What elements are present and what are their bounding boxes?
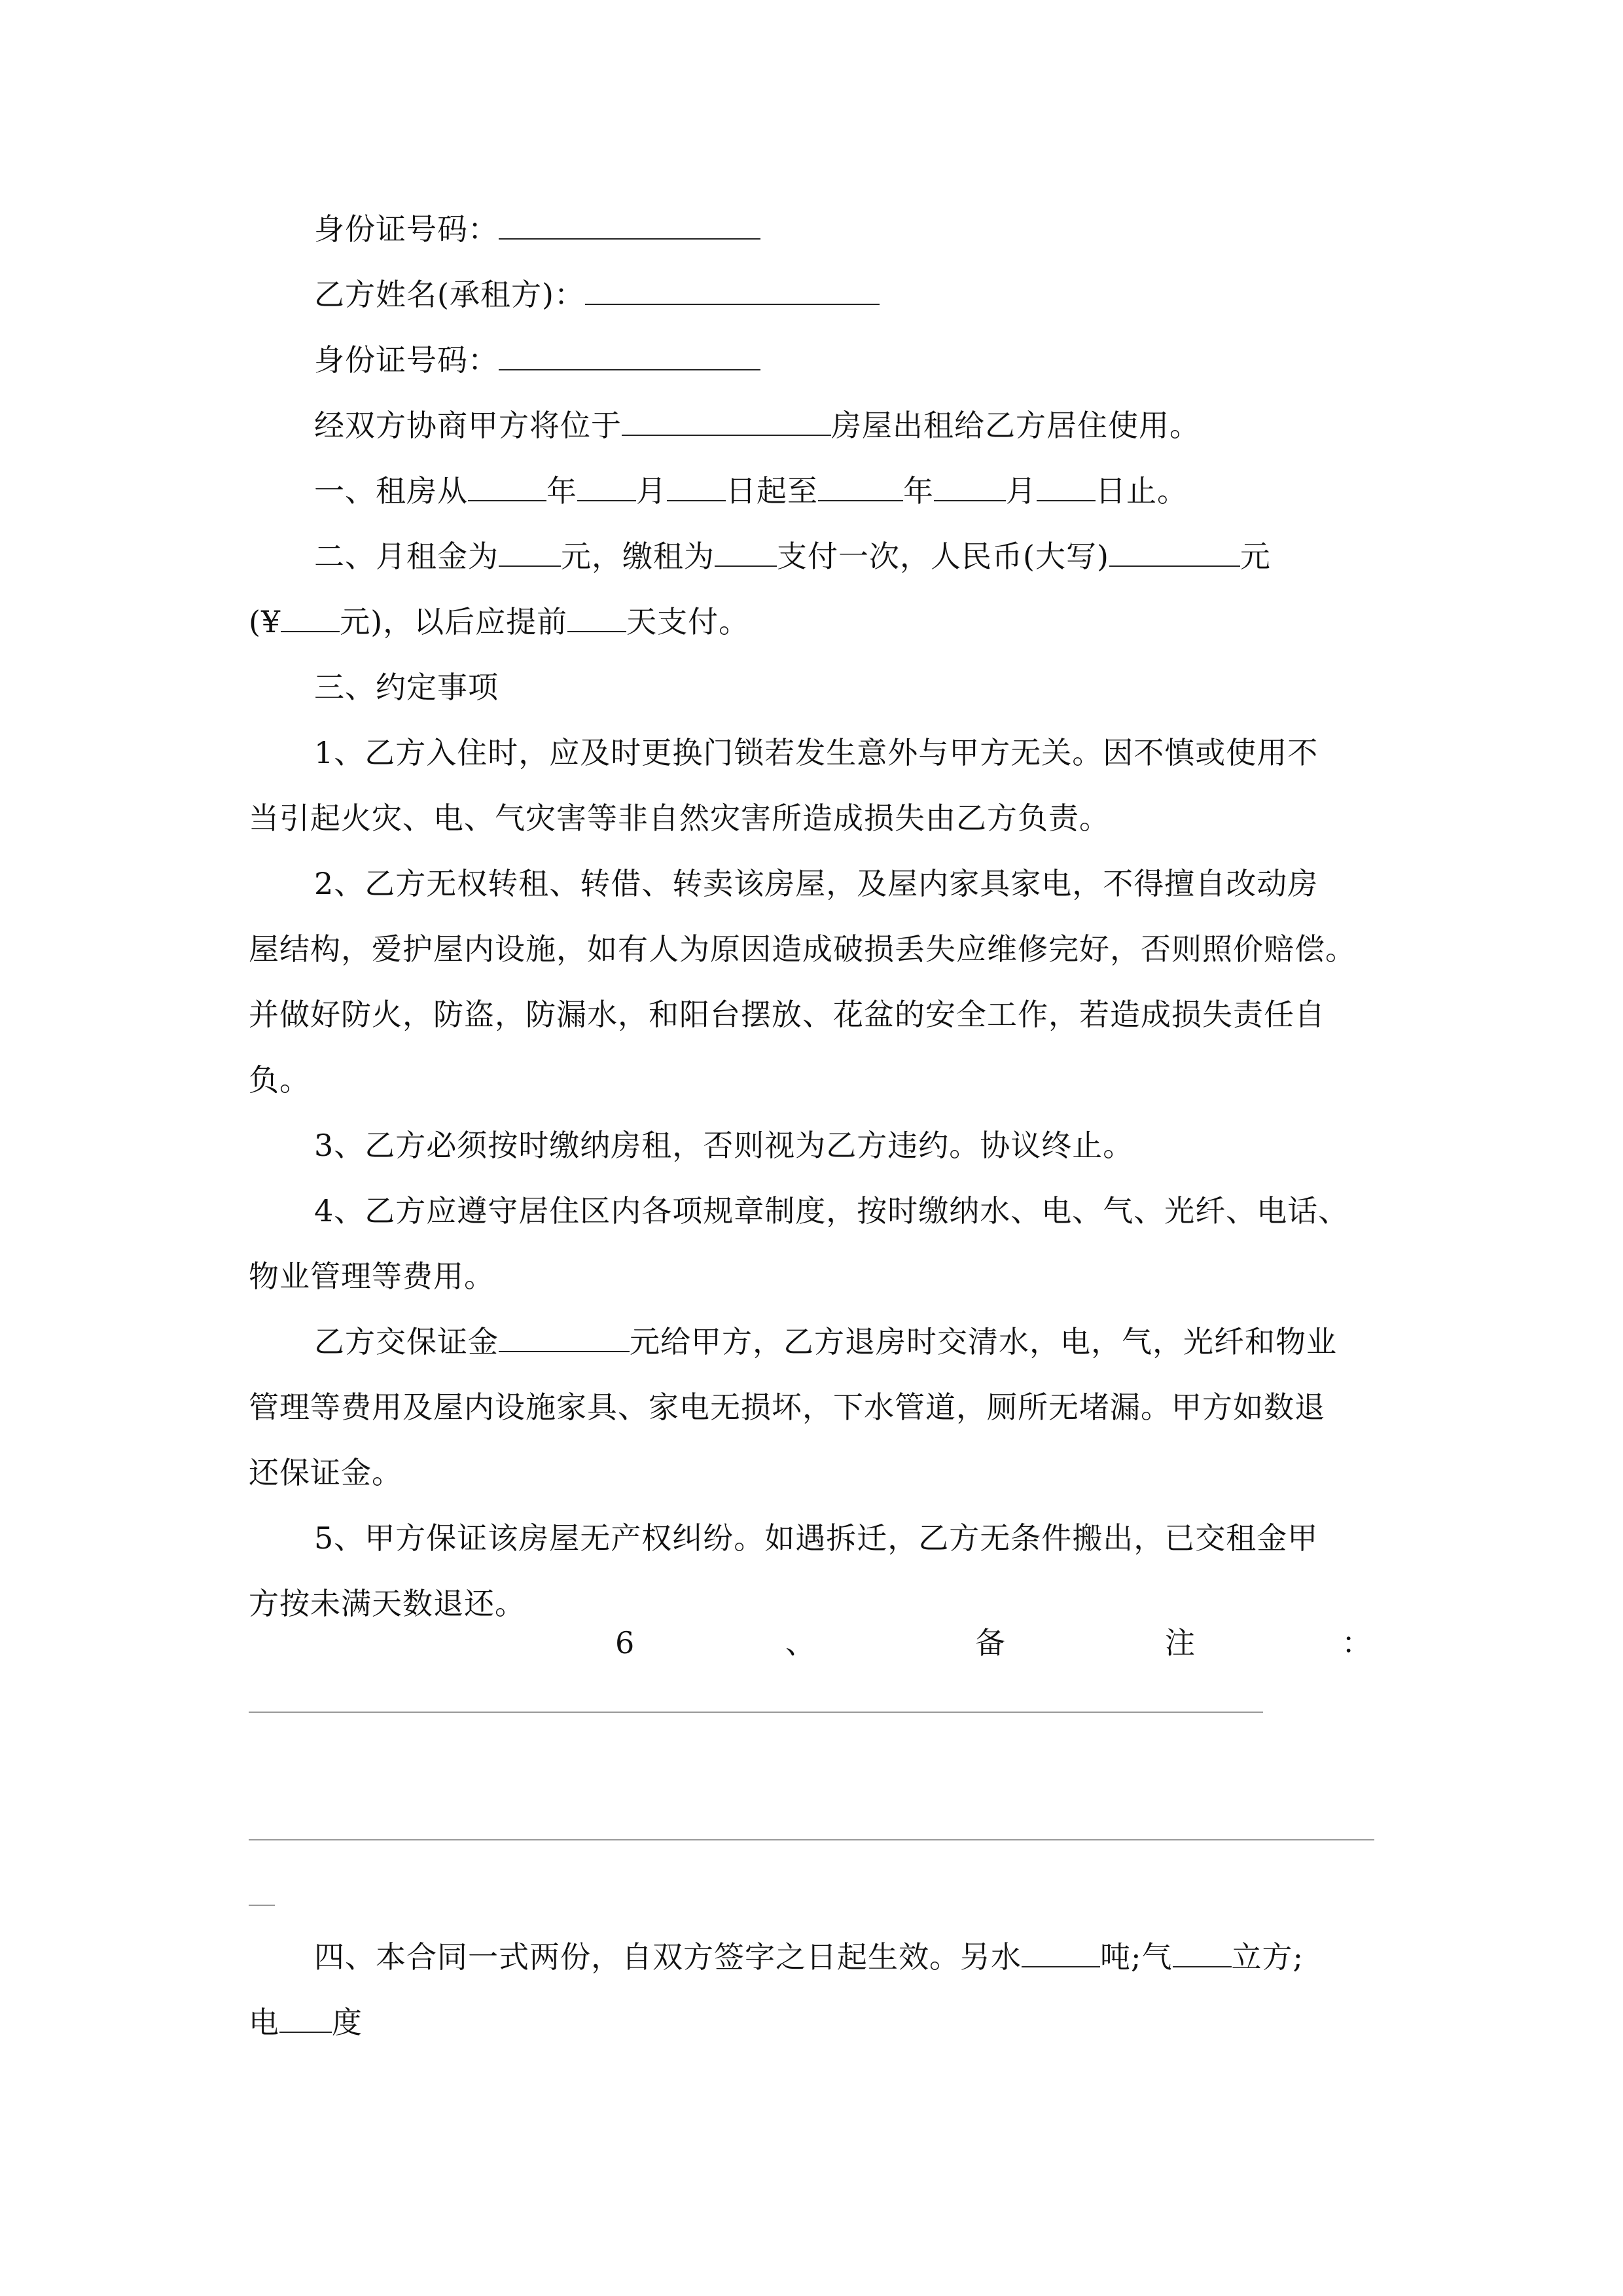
clause-4-cont: 物业管理等费用。 [249,1259,495,1294]
end-year-blank[interactable] [818,461,903,501]
rent-line-cont [249,589,1387,655]
start-day-blank[interactable] [667,461,726,501]
deposit-blank[interactable] [499,1312,630,1352]
water-blank[interactable] [1022,1927,1100,1967]
text: 四、本合同一式两份，自双方签字之日起生效。另水 [314,1939,1022,1975]
clause-1-cont: 当引起火灾、电、气灾害等非自然灾害所造成损失由乙方负责。 [249,800,1110,836]
text: 年 [903,473,934,509]
monthly-rent-blank[interactable] [499,526,561,567]
id-number-label: 身份证号码： [314,211,499,247]
section-heading: 三、约定事项 [314,670,499,705]
rent-line [314,524,1387,589]
remarks-underline-3[interactable] [249,1905,275,1906]
electricity-line [249,1990,1387,2055]
id-number-label: 身份证号码： [314,342,499,378]
yuan-amount-blank[interactable] [281,592,340,632]
text: 月 [636,473,667,509]
text: 度 [332,2005,363,2040]
text: 日止。 [1096,473,1188,509]
text: 一、租房从 [314,473,468,509]
start-year-blank[interactable] [468,461,546,501]
id-number-line-1 [314,196,1387,262]
deposit-cont: 管理等费用及屋内设施家具、家电无损坏，下水管道，厕所无堵漏。甲方如数退 [249,1390,1325,1425]
deposit-line [314,1309,1387,1374]
text: 元，缴租为 [561,539,715,574]
clause-3: 3、乙方必须按时缴纳房租，否则视为乙方违约。协议终止。 [314,1128,1134,1163]
start-month-blank[interactable] [577,461,636,501]
clause-4: 4、乙方应遵守居住区内各项规章制度，按时缴纳水、电、气、光纤、电话、 [314,1193,1349,1229]
text: ： [1342,1625,1372,1660]
text: 支付一次，人民币(大写) [777,539,1109,574]
text: 二、月租金为 [314,539,499,574]
id-number-line-2 [314,327,1387,393]
remarks-underline-2[interactable] [249,1839,1374,1840]
clause-2: 2、乙方无权转租、转借、转卖该房屋，及屋内家具家电，不得擅自改动房 [314,866,1319,901]
text: 年 [546,473,577,509]
text: 、 [785,1625,815,1660]
text: 日起至 [726,473,818,509]
text: 立方; [1231,1939,1304,1975]
text: 月 [1006,473,1037,509]
remarks-underline-1[interactable] [249,1712,1263,1713]
text: 注 [1165,1625,1195,1660]
text: 天支付。 [626,604,750,639]
advance-days-blank[interactable] [567,592,626,632]
text: 元 [1240,539,1271,574]
location-line [314,393,1387,458]
location-blank[interactable] [622,395,831,436]
clause-5: 5、甲方保证该房屋无产权纠纷。如遇拆迁，乙方无条件搬出，已交租金甲 [314,1520,1319,1556]
text: 乙方交保证金 [314,1324,499,1359]
clause-1: 1、乙方入住时，应及时更换门锁若发生意外与甲方无关。因不慎或使用不 [314,735,1319,770]
tenant-name-blank[interactable] [585,264,880,305]
clause-2-cont: 并做好防火，防盗，防漏水，和阳台摆放、花盆的安全工作，若造成损失责任自 [249,997,1325,1032]
id-number-blank[interactable] [499,330,760,370]
text: 6 [615,1625,635,1660]
end-month-blank[interactable] [934,461,1006,501]
text: 元给甲方，乙方退房时交清水，电，气，光纤和物业 [630,1324,1337,1359]
clause-effective [314,1924,1387,1990]
electricity-blank[interactable] [279,1992,332,2033]
clause-5-cont: 方按未满天数退还。 [249,1586,526,1621]
clause-2-cont: 负。 [249,1062,310,1098]
rental-period-line [314,458,1387,524]
text: 电 [249,2005,279,2040]
id-number-blank[interactable] [499,199,760,240]
deposit-cont: 还保证金。 [249,1455,402,1490]
end-day-blank[interactable] [1037,461,1096,501]
remarks-line [249,1610,1387,1676]
text: (¥ [249,604,281,639]
text: 房屋出租给乙方居住使用。 [831,408,1200,443]
rmb-amount-blank[interactable] [1109,526,1240,567]
text: 吨;气 [1100,1939,1173,1975]
clause-2-cont: 屋结构，爱护屋内设施，如有人为原因造成破损丢失应维修完好，否则照价赔偿。 [249,931,1356,967]
text: 元)，以后应提前 [340,604,568,639]
text: 经双方协商甲方将位于 [314,408,622,443]
tenant-name-line [314,262,1387,327]
text: 备 [975,1625,1005,1660]
gas-blank[interactable] [1173,1927,1232,1967]
payment-cycle-blank[interactable] [715,526,777,567]
tenant-name-label: 乙方姓名(承租方)： [314,277,585,312]
